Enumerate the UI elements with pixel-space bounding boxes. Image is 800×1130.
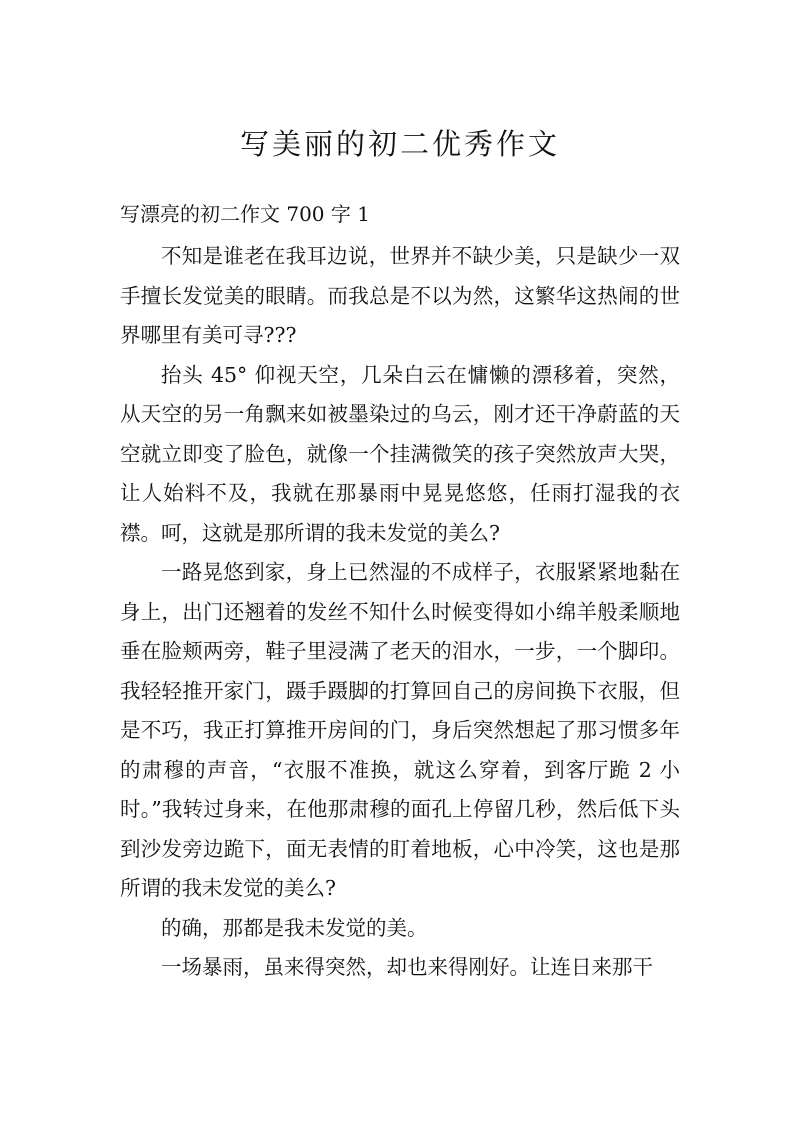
essay-body xyxy=(120,237,680,988)
document-title: 写美丽的初二优秀作文 xyxy=(239,127,560,161)
paragraph-1: 不知是谁老在我耳边说，世界并不缺少美，只是缺少一双手擅长发觉美的眼睛。而我总是不以为然，这繁华这热闹的世界哪里有美可寻??? xyxy=(120,244,680,347)
paragraph-3: 一路晃悠到家，身上已然湿的不成样子，衣服紧紧地黏在身上，出门还翘着的发丝不知什么时候变得如小绵羊般柔顺地垂在脸颊两旁，鞋子里浸满了老天的泪水，一步，一个脚印。我轻轻推开家门，蹑手蹑脚的打算回自己的房间换下衣服，但是不巧，我正打算推开房间的门，身后突然想起了那习惯多年的肃穆的声音，“衣服不准换，就这么穿着，到客厅跪 2 小时。”我转过身来，在他那肃穆的面孔上停留几秒，然后低下头到沙发旁边跪下，面无表情的盯着地板，心中冷笑，这也是那所谓的我未发觉的美么? xyxy=(120,560,680,900)
paragraph-2: 抬头 45° 仰视天空，几朵白云在慵懒的漂移着，突然，从天空的另一角飘来如被墨染过的乌云，刚才还干净蔚蓝的天空就立即变了脸色，就像一个挂满微笑的孩子突然放声大哭，让人始料不及，我就在那暴雨中晃晃悠悠，任雨打湿我的衣襟。呵，这就是那所谓的我未发觉的美么? xyxy=(120,362,680,545)
paragraph-5: 一场暴雨，虽来得突然，却也来得刚好。让连日来那干 xyxy=(161,955,653,979)
essay-subtitle: 写漂亮的初二作文 700 字 1 xyxy=(120,202,370,226)
paragraph-4: 的确，那都是我未发觉的美。 xyxy=(161,915,428,940)
